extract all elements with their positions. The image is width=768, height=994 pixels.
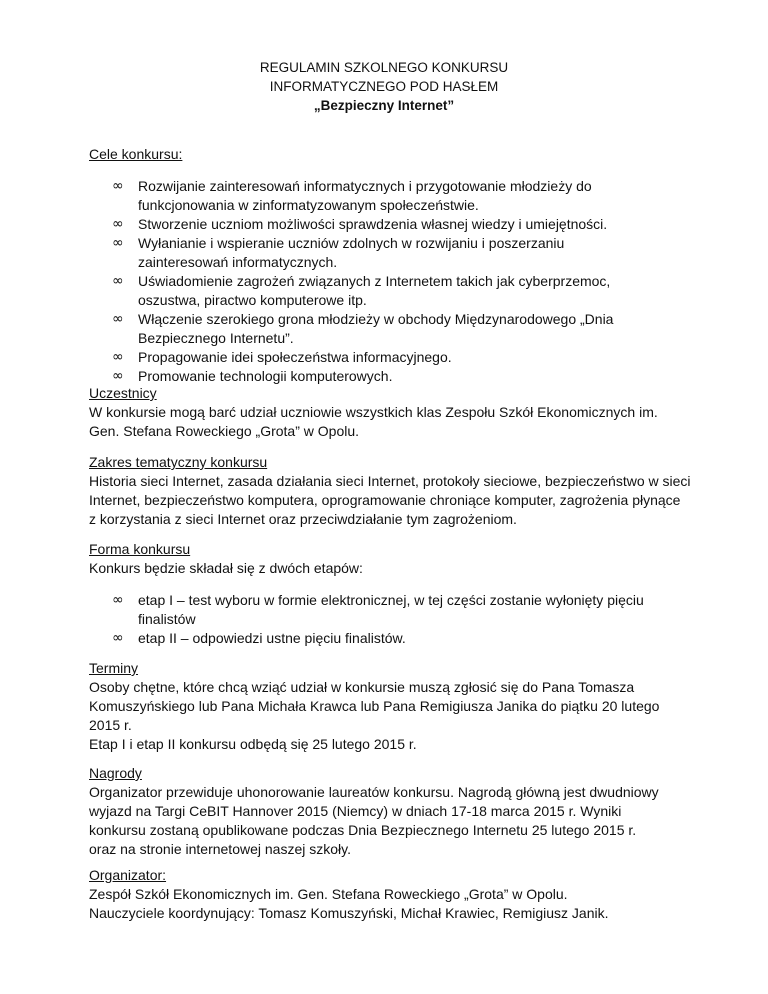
list-item: ∞ Stworzenie uczniom możliwości sprawdzenia własnej wiedzy i umiejętności. <box>112 216 608 232</box>
infinity-bullet-icon: ∞ <box>112 349 124 365</box>
goals-list-container <box>89 177 649 386</box>
prizes-heading: Nagrody <box>89 765 142 781</box>
infinity-bullet-icon: ∞ <box>112 273 124 289</box>
form-heading: Forma konkursu <box>89 541 191 557</box>
dates-text-2: Etap I i etap II konkursu odbędą się 25 lutego 2015 r. <box>89 736 417 752</box>
infinity-bullet-icon: ∞ <box>112 311 124 327</box>
goals-list <box>89 177 649 386</box>
list-item: ∞ etap II – odpowiedzi ustne pięciu finalistów. <box>112 630 406 646</box>
list-item: ∞ Włączenie szerokiego grona młodzieży w obchody Międzynarodowego „Dnia Bezpiecznego Internetu”. <box>112 311 614 346</box>
list-item: ∞ Uświadomienie zagrożeń związanych z Internetem takich jak cyberprzemoc, oszustwa, piractwo komputerowe itp. <box>112 273 611 308</box>
participants-text: W konkursie mogą barć udział uczniowie wszystkich klas Zespołu Szkół Ekonomicznych im. Gen. Stefana Roweckiego „Grota” w Opolu. <box>89 404 658 439</box>
scope-text: Historia sieci Internet, zasada działania sieci Internet, protokoły sieciowe, bezpieczeństwo w sieci Internet, bezpieczeństwo komputera, oprogramowanie chroniące komputer, zagrożenia płynące z korzystania z sieci Internet oraz przeciwdziałanie tym zagrożeniom. <box>89 473 691 527</box>
dates-text-1: Osoby chętne, które chcą wziąć udział w konkursie muszą zgłosić się do Pana Tomasza Komuszyńskiego lub Pana Michała Krawca lub Pana Remigiusza Janika do piątku 20 lutego 2015 r. <box>89 679 660 733</box>
goals-section <box>89 145 689 164</box>
infinity-bullet-icon: ∞ <box>112 368 124 384</box>
title-line-2: INFORMATYCZNEGO POD HASŁEM <box>269 79 499 94</box>
infinity-bullet-icon: ∞ <box>112 178 124 194</box>
goals-heading: Cele konkursu: <box>89 146 183 162</box>
form-list <box>89 591 689 648</box>
scope-section <box>89 453 691 529</box>
dates-section <box>89 659 675 754</box>
form-list-container <box>89 591 689 648</box>
participants-heading: Uczestnicy <box>89 385 157 401</box>
organizer-text-2: Nauczyciele koordynujący: Tomasz Komuszyński, Michał Krawiec, Remigiusz Janik. <box>89 905 609 921</box>
participants-section <box>89 384 659 441</box>
organizer-heading: Organizator: <box>89 867 167 883</box>
infinity-bullet-icon: ∞ <box>112 630 124 646</box>
prizes-text: Organizator przewiduje uhonorowanie laureatów konkursu. Nagrodą główną jest dwudniowy wyjazd na Targi CeBIT Hannover 2015 (Niemcy) w dniach 17-18 marca 2015 r. Wyniki konkursu zostaną opublikowane podczas Dnia Bezpiecznego Internetu 25 lutego 2015 r. oraz na stronie internetowej naszej szkoły. <box>89 784 659 857</box>
organizer-text-1: Zespół Szkół Ekonomicznych im. Gen. Stefana Roweckiego „Grota” w Opolu. <box>89 886 568 902</box>
document-title <box>0 58 768 115</box>
prizes-section <box>89 764 663 859</box>
dates-heading: Terminy <box>89 660 139 676</box>
title-line-1: REGULAMIN SZKOLNEGO KONKURSU <box>259 60 509 75</box>
infinity-bullet-icon: ∞ <box>112 592 124 608</box>
infinity-bullet-icon: ∞ <box>112 216 124 232</box>
list-item: ∞ Wyłanianie i wspieranie uczniów zdolnych w rozwijaniu i poszerzaniu zainteresowań informatycznych. <box>112 235 565 270</box>
scope-heading: Zakres tematyczny konkursu <box>89 454 268 470</box>
form-text: Konkurs będzie składał się z dwóch etapów: <box>89 560 363 576</box>
list-item: ∞ Promowanie technologii komputerowych. <box>112 368 393 384</box>
list-item: ∞ Propagowanie idei społeczeństwa informacyjnego. <box>112 349 452 365</box>
infinity-bullet-icon: ∞ <box>112 235 124 251</box>
list-item: ∞ Rozwijanie zainteresowań informatycznych i przygotowanie młodzieży do funkcjonowania w zinformatyzowanym społeczeństwie. <box>112 178 592 213</box>
organizer-section <box>89 866 699 923</box>
list-item: ∞ etap I – test wyboru w formie elektronicznej, w tej części zostanie wyłonięty pięciu finalistów <box>112 592 644 627</box>
form-section <box>89 540 689 578</box>
title-line-3: „Bezpieczny Internet” <box>313 98 455 113</box>
